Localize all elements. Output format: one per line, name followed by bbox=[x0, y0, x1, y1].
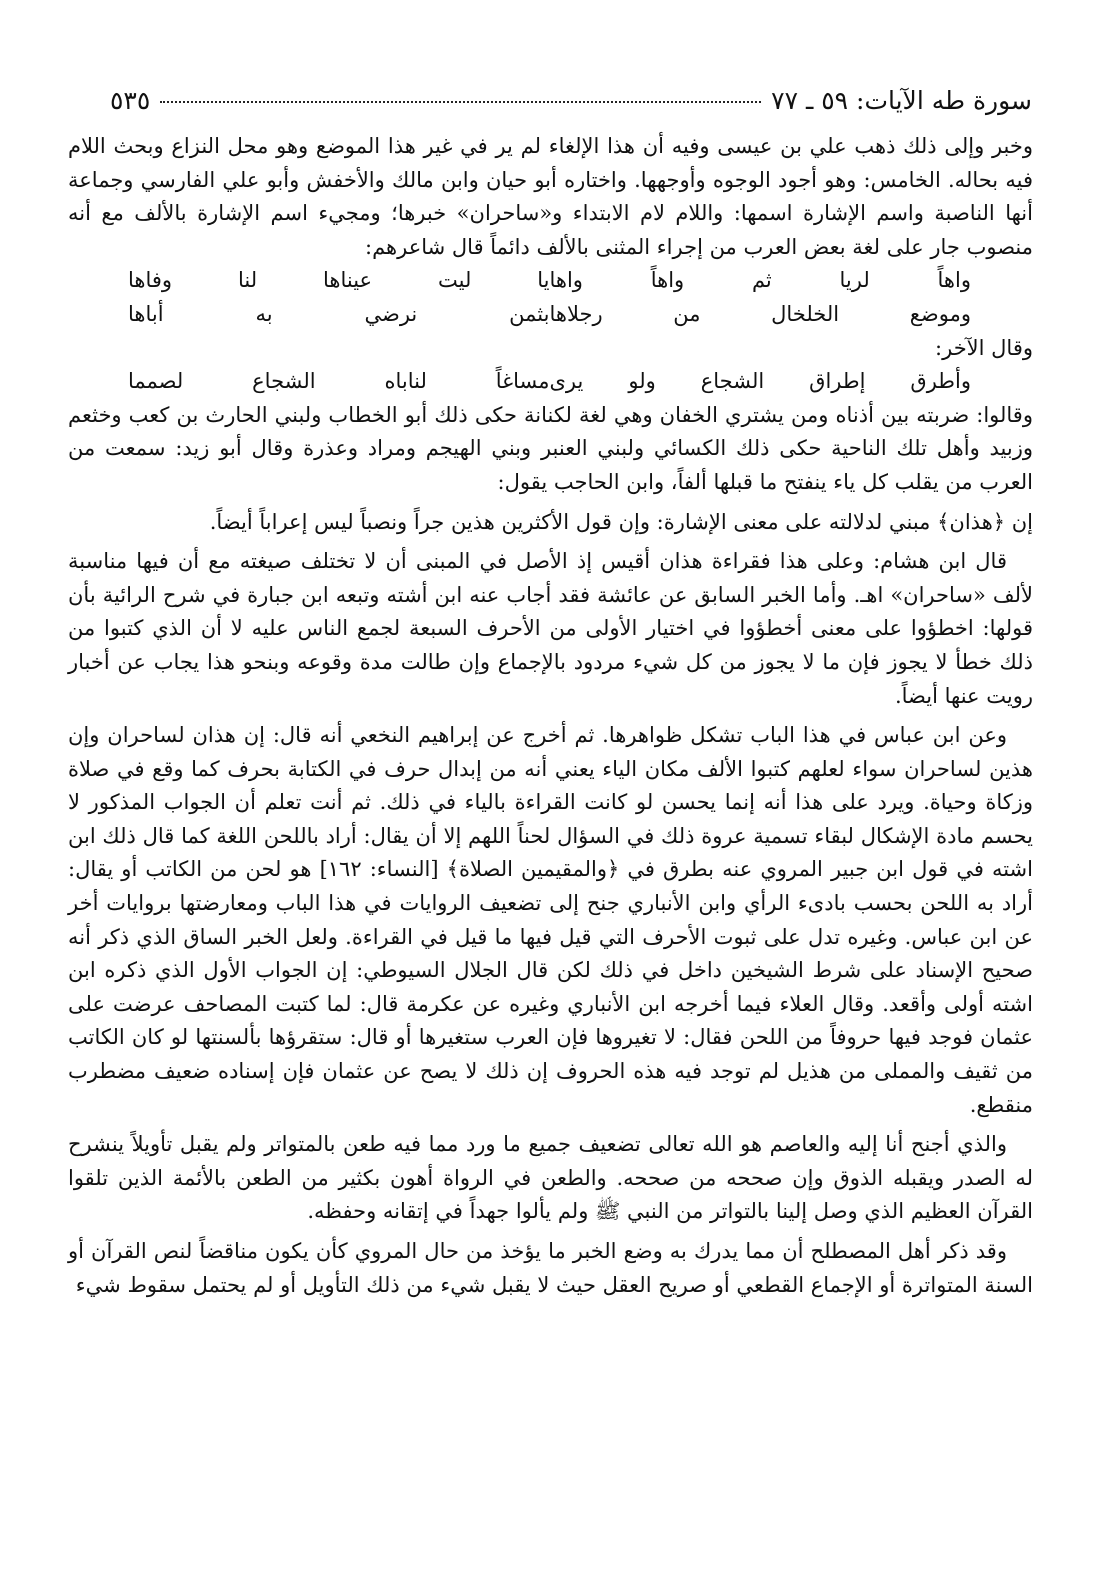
verse-first-hemistich: وموضع الخلخال من رجلاها bbox=[549, 301, 971, 326]
paragraph: وخبر وإلى ذلك ذهب علي بن عيسى وفيه أن هذا الإلغاء لم ير في غير هذا الموضع وهو محل النزاع وبحث اللام فيه بحاله. الخامس: وهو أجود الوجوه وأوجهها. واختاره أبو حيان وابن مالك والأخفش وأبو علي الفارسي وجماعة أنها الناصبة واسم الإشارة اسمها: واللام لام الابتداء و«ساحران» خبرها؛ ومجيء اسم الإشارة بالألف مع أنه منصوب جار على لغة بعض العرب من إجراء المثنى بالألف دائماً قال شاعرهم: bbox=[68, 134, 1033, 259]
verse-line bbox=[68, 298, 1033, 332]
header-title: سورة طه الآيات: ٥٩ ـ ٧٧ bbox=[771, 86, 1032, 115]
page-number: ٥٣٥ bbox=[110, 86, 151, 115]
header-dot-leader bbox=[160, 101, 761, 103]
running-header bbox=[110, 86, 1032, 115]
paragraph: وعن ابن عباس في هذا الباب تشكل ظواهرها. ثم أخرج عن إبراهيم النخعي أنه قال: إن هذان لساحران وإن هذين لساحران سواء لعلهم كتبوا الألف مكان الياء يعني أنه من إبدال حرف في الكتابة بحرف كما وقع في صلاة وزكاة وحياة. ويرد على هذا أنه إنما يحسن لو كانت القراءة بالياء في ذلك. ثم أنت تعلم أن الجواب المذكور لا يحسم مادة الإشكال لبقاء تسمية عروة ذلك في السؤال لحناً اللهم إلا أن يقال: أراد باللحن اللغة كما قال ذلك ابن اشته في قول ابن جبير المروي عنه بطرق في ﴿والمقيمين الصلاة﴾ [النساء: ١٦٢] هو لحن من الكاتب أو يقال: أراد به اللحن بحسب بادىء الرأي وابن الأنباري جنح إلى تضعيف الروايات في هذا الباب ومعارضتها بروايات أخر عن ابن عباس. وغيره تدل على ثبوت الأحرف التي قيل فيها ما قيل في القراءة. ولعل الخبر الساق الذي ذكر أنه صحيح الإسناد على شرط الشيخين داخل في ذلك لكن قال الجلال السيوطي: إن الجواب الأول الذي ذكره ابن اشته أولى وأقعد. وقال العلاء فيما أخرجه ابن الأنباري وغيره عن عكرمة قال: لما كتبت المصاحف عرضت على عثمان فوجد فيها حروفاً من اللحن فقال: لا تغيروها فإن العرب ستغيرها أو قال: ستقرؤها بألسنتها لو كان الكاتب من ثقيف والمملى من هذيل لم توجد فيه هذه الحروف إن ذلك لا يصح عن عثمان فإن إسناده ضعيف مضطرب منقطع. bbox=[68, 723, 1033, 1117]
verse-line bbox=[68, 365, 1033, 399]
verse-second-hemistich: بثمن نرضي به أباها bbox=[128, 301, 550, 326]
page-body bbox=[68, 130, 1033, 1302]
paragraph: وقال الآخر: bbox=[935, 335, 1033, 360]
paragraph: وقد ذكر أهل المصطلح أن مما يدرك به وضع الخبر ما يؤخذ من حال المروي كأن يكون مناقضاً لنص القرآن أو السنة المتواترة أو الإجماع القطعي أو صريح العقل حيث لا يقبل شيء من ذلك التأويل أو لم يحتمل سقوط شيء bbox=[68, 1239, 1033, 1297]
paragraph: إن ﴿هذان﴾ مبني لدلالته على معنى الإشارة: وإن قول الأكثرين هذين جراً ونصباً ليس إعراباً أيضاً. bbox=[209, 509, 1033, 534]
verse-line bbox=[68, 264, 1033, 298]
paragraph: والذي أجنح أنا إليه والعاصم هو الله تعالى تضعيف جميع ما ورد مما فيه طعن بالمتواتر ولم يقبل تأويلاً ينشرح له الصدر ويقبله الذوق وإن صححه من صححه. والطعن في الرواة أهون بكثير من الطعن بالأئمة الذين تلقوا القرآن العظيم الذي وصل إلينا بالتواتر من النبي ﷺ ولم يألوا جهداً في إتقانه وحفظه. bbox=[68, 1132, 1033, 1224]
verse-second-hemistich: مساغاً لناباه الشجاع لصمما bbox=[128, 369, 550, 394]
paragraph: وقالوا: ضربته بين أذناه ومن يشتري الخفان وهي لغة لكنانة حكى ذلك أبو الخطاب ولبني الحارث بن كعب وخثعم وزبيد وأهل تلك الناحية حكى ذلك الكسائي ولبني العنبر وبني الهيجم ومراد وعذرة وقال أبو زيد: سمعت من العرب من يقلب كل ياء ينفتح ما قبلها ألفاً، وابن الحاجب يقول: bbox=[68, 402, 1033, 494]
verse-first-hemistich: واهاً لريا ثم واهاً واها bbox=[549, 268, 971, 293]
paragraph: قال ابن هشام: وعلى هذا فقراءة هذان أقيس إذ الأصل في المبنى أن لا تختلف صيغته مع أن فيها مناسبة لألف «ساحران» اهـ. وأما الخبر السابق عن عائشة فقد أجاب عنه ابن أشته وتبعه ابن جبارة في شرح الرائية بأن قولها: اخطؤوا على معنى أخطؤوا في اختيار الأولى من الأحرف السبعة لجمع الناس عليه لا أن الذي كتبوا من ذلك خطأ لا يجوز فإن ما لا يجوز من كل شيء مردود بالإجماع وإن طالت مدة وقوعه وبنحو هذا يجاب عن أخبار رويت عنها أيضاً. bbox=[68, 549, 1033, 708]
verse-first-hemistich: وأطرق إطراق الشجاع ولو يرى bbox=[549, 369, 971, 394]
verse-second-hemistich: يا ليت عيناها لنا وفاها bbox=[128, 268, 550, 293]
